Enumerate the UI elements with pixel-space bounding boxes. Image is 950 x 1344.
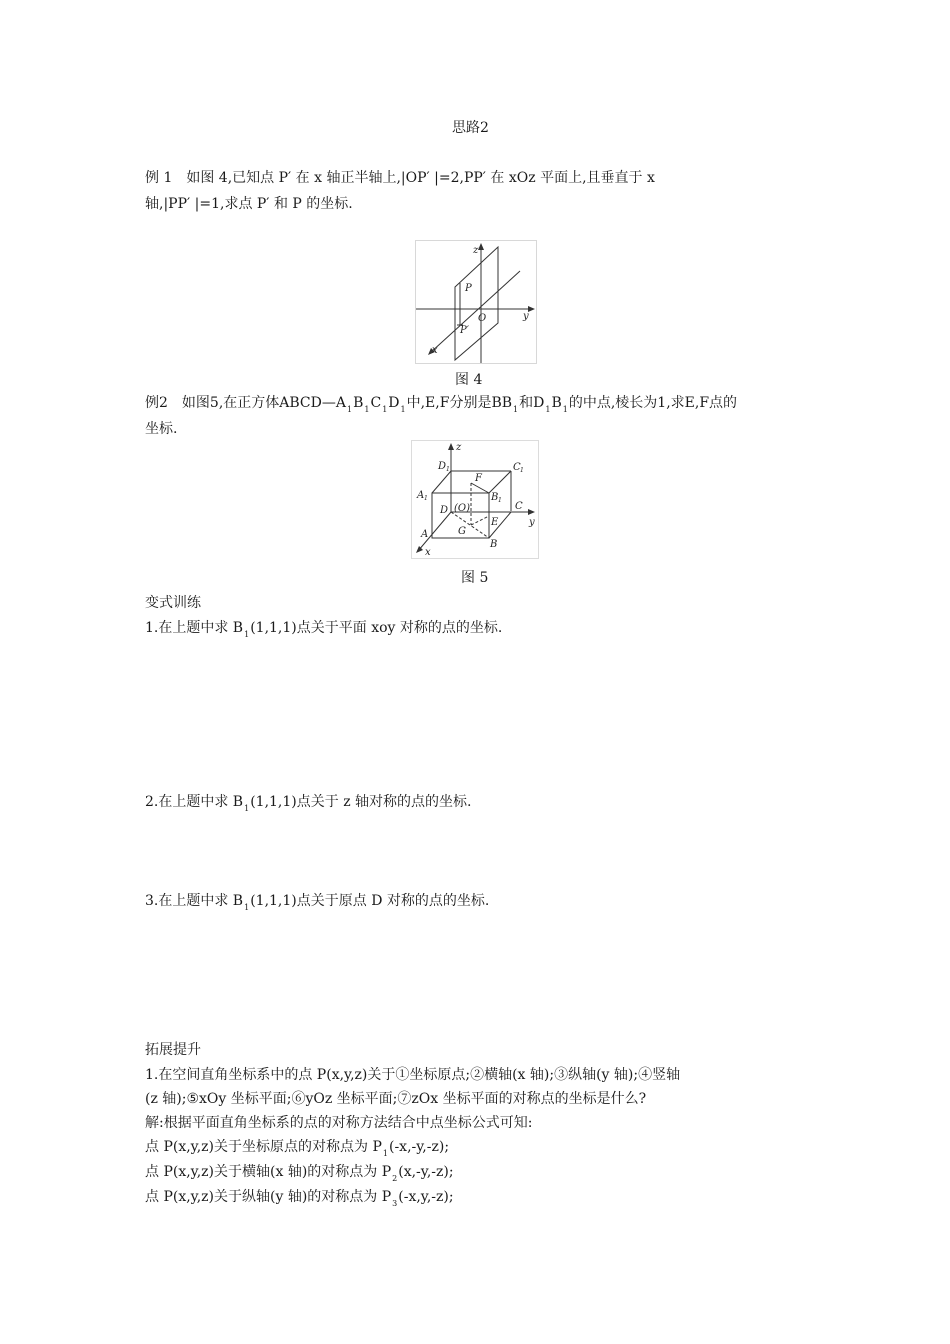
variant-question-3 bbox=[145, 892, 489, 912]
example2-b2: B bbox=[551, 395, 562, 411]
label-b: B bbox=[490, 539, 498, 550]
example2-text-c: 和D bbox=[519, 395, 545, 411]
sub-6: 1 bbox=[545, 405, 551, 414]
label-p-prime: P′ bbox=[460, 325, 469, 336]
z-arrowhead bbox=[448, 443, 454, 450]
variant-question-1 bbox=[145, 619, 502, 639]
label-y: y bbox=[523, 311, 529, 322]
example2-c: C bbox=[370, 395, 382, 411]
segment-f bbox=[471, 483, 489, 493]
answer-y-axis bbox=[145, 1188, 454, 1208]
variant-question-2 bbox=[145, 793, 471, 813]
a1-sub: 1 bbox=[382, 1149, 388, 1158]
label-x: x bbox=[432, 345, 438, 356]
a3-text-b: (-x,y,-z); bbox=[398, 1189, 454, 1205]
a3-sub: 3 bbox=[392, 1199, 398, 1208]
extension-line-1: 1.在空间直角坐标系中的点 P(x,y,z)关于①坐标原点;②横轴(x 轴);③纵轴(y 轴);④竖轴 bbox=[145, 1067, 681, 1083]
label-g: G bbox=[458, 526, 466, 537]
y-arrowhead bbox=[528, 509, 535, 515]
example2-line2: 坐标. bbox=[145, 421, 178, 437]
figure-4-caption: 图 4 bbox=[455, 372, 483, 388]
example1-line2: 轴,|PP′ |=1,求点 P′ 和 P 的坐标. bbox=[145, 196, 353, 212]
sub-1: 1 bbox=[346, 405, 353, 414]
figure-4-diagram bbox=[416, 241, 536, 363]
a2-text-b: (x,-y,-z); bbox=[398, 1164, 454, 1180]
q3-text-b: (1,1,1)点关于原点 D 对称的点的坐标. bbox=[250, 893, 490, 909]
q3-text-a: 3.在上题中求 B bbox=[145, 893, 244, 909]
label-b1: B bbox=[491, 492, 499, 503]
answer-x-axis bbox=[145, 1163, 454, 1183]
figure-5 bbox=[411, 440, 539, 559]
label-a: A bbox=[421, 529, 429, 540]
example2-text-a: 例2 如图5,在正方体ABCD—A bbox=[145, 395, 346, 411]
label-b1-sub: 1 bbox=[498, 497, 502, 504]
figure-5-cube-diagram bbox=[412, 441, 538, 558]
q2-sub: 1 bbox=[244, 804, 250, 813]
label-c1-sub: 1 bbox=[520, 467, 524, 474]
a2-sub: 2 bbox=[392, 1174, 398, 1183]
example2-d: D bbox=[388, 395, 400, 411]
label-f: F bbox=[475, 473, 482, 484]
label-z: z bbox=[456, 442, 462, 453]
figure-4 bbox=[415, 240, 537, 364]
q1-text-b: (1,1,1)点关于平面 xoy 对称的点的坐标. bbox=[250, 620, 503, 636]
label-o: O bbox=[478, 313, 487, 324]
sub-5: 1 bbox=[513, 405, 519, 414]
q3-sub: 1 bbox=[244, 903, 250, 912]
edge-a1-d1 bbox=[432, 471, 451, 493]
example2-text-b: 中,E,F分别是BB bbox=[406, 395, 513, 411]
extension-line-3: 解:根据平面直角坐标系的点的对称方法结合中点坐标公式可知: bbox=[145, 1115, 533, 1131]
example1-line1: 例 1 如图 4,已知点 P′ 在 x 轴正半轴上,|OP′ |=2,PP′ 在 xOz 平面上,且垂直于 x bbox=[145, 170, 655, 186]
a1-text-a: 点 P(x,y,z)关于坐标原点的对称点为 P bbox=[145, 1139, 382, 1155]
label-z: z bbox=[473, 245, 479, 256]
q1-sub: 1 bbox=[244, 630, 250, 639]
label-a1-sub: 1 bbox=[424, 495, 428, 502]
x-axis-line bbox=[430, 271, 520, 353]
label-c: C bbox=[515, 501, 523, 512]
label-e: E bbox=[491, 517, 499, 528]
segment-db bbox=[451, 512, 489, 538]
label-x: x bbox=[425, 547, 431, 558]
z-arrowhead bbox=[478, 243, 484, 250]
label-d: D bbox=[440, 505, 449, 516]
example2-b: B bbox=[353, 395, 364, 411]
label-d1: D bbox=[438, 461, 447, 472]
example2-line1 bbox=[145, 394, 737, 414]
answer-origin bbox=[145, 1138, 449, 1158]
a1-text-b: (-x,-y,-z); bbox=[388, 1139, 450, 1155]
extension-line-2: (z 轴);⑤xOy 坐标平面;⑥yOz 坐标平面;⑦zOx 坐标平面的对称点的坐标是什么? bbox=[145, 1091, 647, 1107]
figure-5-caption: 图 5 bbox=[461, 570, 489, 586]
a3-text-a: 点 P(x,y,z)关于纵轴(y 轴)的对称点为 P bbox=[145, 1189, 392, 1205]
xoz-plane bbox=[455, 247, 498, 360]
label-o: (O) bbox=[454, 503, 471, 514]
variant-title: 变式训练 bbox=[145, 595, 201, 611]
segment-ge bbox=[471, 516, 489, 525]
sub-4: 1 bbox=[400, 405, 406, 414]
sub-7: 1 bbox=[562, 405, 568, 414]
sub-2: 1 bbox=[364, 405, 370, 414]
extension-title: 拓展提升 bbox=[145, 1042, 201, 1058]
sub-3: 1 bbox=[382, 405, 388, 414]
label-y: y bbox=[529, 517, 535, 528]
q2-text-b: (1,1,1)点关于 z 轴对称的点的坐标. bbox=[250, 794, 472, 810]
label-d1-sub: 1 bbox=[446, 466, 450, 473]
a2-text-a: 点 P(x,y,z)关于横轴(x 轴)的对称点为 P bbox=[145, 1164, 392, 1180]
label-c1: C bbox=[513, 462, 521, 473]
label-a1: A bbox=[417, 490, 425, 501]
y-arrowhead bbox=[528, 306, 535, 312]
label-p: P bbox=[465, 283, 472, 294]
edge-b1-c1 bbox=[489, 471, 511, 493]
q1-text-a: 1.在上题中求 B bbox=[145, 620, 244, 636]
q2-text-a: 2.在上题中求 B bbox=[145, 794, 244, 810]
section-heading: 思路2 bbox=[452, 120, 489, 136]
example2-text-d: 的中点,棱长为1,求E,F点的 bbox=[568, 395, 738, 411]
